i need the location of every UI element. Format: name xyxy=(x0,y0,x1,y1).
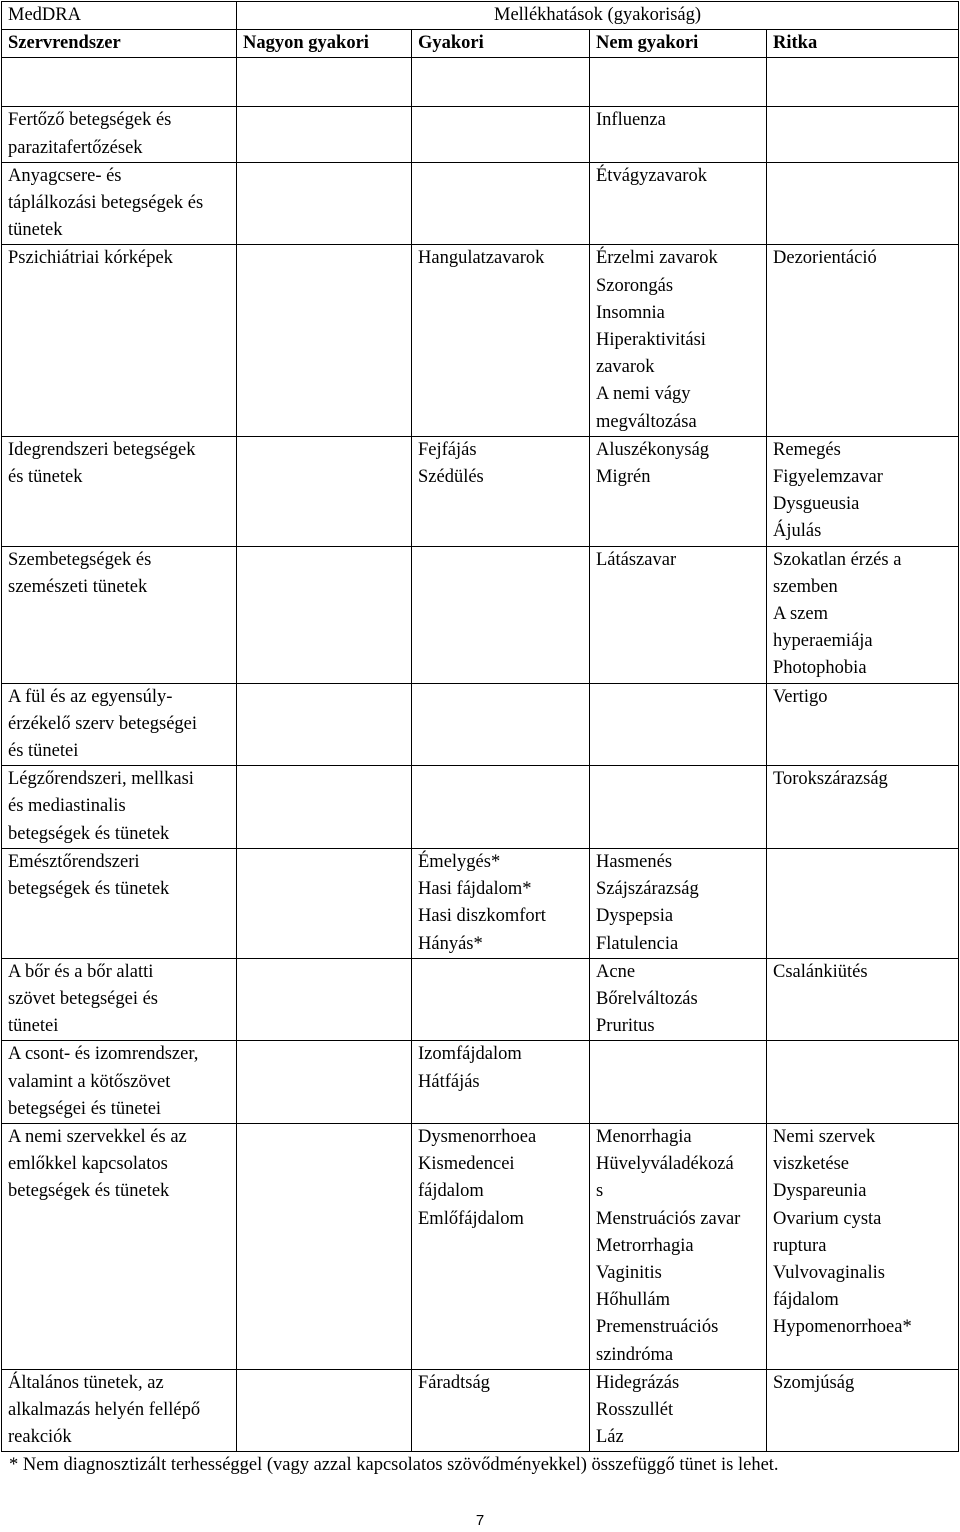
rare-cell: Nemi szervek viszketése Dyspareunia Ovarium cysta ruptura Vulvovaginalis fájdalom Hypomenorrhoea* xyxy=(767,1123,959,1369)
very-common-cell xyxy=(237,848,412,958)
rare-cell: Csalánkiütés xyxy=(767,958,959,1041)
very-common-cell xyxy=(237,107,412,162)
very-common-cell xyxy=(237,162,412,245)
column-header-rare: Ritka xyxy=(767,30,959,58)
adverse-reactions-table xyxy=(1,1,959,1452)
very-common-cell xyxy=(237,958,412,1041)
soc-cell: Szembetegségek és szemészeti tünetek xyxy=(2,546,237,683)
uncommon-cell xyxy=(590,766,767,849)
soc-cell: Általános tünetek, az alkalmazás helyén fellépő reakciók xyxy=(2,1369,237,1452)
column-header-uncommon: Nem gyakori xyxy=(590,30,767,58)
rare-cell: Dezorientáció xyxy=(767,245,959,436)
column-header-very-common: Nagyon gyakori xyxy=(237,30,412,58)
uncommon-cell: Étvágyzavarok xyxy=(590,162,767,245)
table-body xyxy=(2,107,959,1452)
uncommon-cell: Hasmenés Szájszárazság Dyspepsia Flatulencia xyxy=(590,848,767,958)
column-header-soc: Szervrendszer xyxy=(2,30,237,58)
table-row xyxy=(2,848,959,958)
common-cell: Émelygés* Hasi fájdalom* Hasi diszkomfort Hányás* xyxy=(412,848,590,958)
rare-cell: Remegés Figyelemzavar Dysgueusia Ájulás xyxy=(767,436,959,546)
spacer-cell xyxy=(2,58,237,107)
soc-cell: Anyagcsere- és táplálkozási betegségek és tünetek xyxy=(2,162,237,245)
spacer-cell xyxy=(412,58,590,107)
uncommon-cell: Acne Bőrelváltozás Pruritus xyxy=(590,958,767,1041)
rare-cell: Szokatlan érzés a szemben A szem hyperaemiája Photophobia xyxy=(767,546,959,683)
very-common-cell xyxy=(237,436,412,546)
header-row-1 xyxy=(2,2,959,30)
soc-cell: Pszichiátriai kórképek xyxy=(2,245,237,436)
uncommon-cell: Érzelmi zavarok Szorongás Insomnia Hiperaktivitási zavarok A nemi vágy megváltozása xyxy=(590,245,767,436)
rare-cell: Torokszárazság xyxy=(767,766,959,849)
soc-cell: A nemi szervekkel és az emlőkkel kapcsolatos betegségek és tünetek xyxy=(2,1123,237,1369)
uncommon-cell: Influenza xyxy=(590,107,767,162)
soc-cell: A fül és az egyensúly- érzékelő szerv betegségei és tünetei xyxy=(2,683,237,766)
table-row xyxy=(2,958,959,1041)
table-row xyxy=(2,107,959,162)
rare-cell: Vertigo xyxy=(767,683,959,766)
soc-cell: Fertőző betegségek és parazitafertőzések xyxy=(2,107,237,162)
uncommon-cell: Aluszékonyság Migrén xyxy=(590,436,767,546)
table-row xyxy=(2,683,959,766)
common-cell: Izomfájdalom Hátfájás xyxy=(412,1041,590,1124)
very-common-cell xyxy=(237,546,412,683)
very-common-cell xyxy=(237,1123,412,1369)
uncommon-cell: Menorrhagia Hüvelyváladékozá s Menstruációs zavar Metrorrhagia Vaginitis Hőhullám Premenstruációs szindróma xyxy=(590,1123,767,1369)
very-common-cell xyxy=(237,683,412,766)
spacer-cell xyxy=(590,58,767,107)
common-cell: Fejfájás Szédülés xyxy=(412,436,590,546)
rare-cell xyxy=(767,107,959,162)
common-cell xyxy=(412,958,590,1041)
soc-cell: Idegrendszeri betegségek és tünetek xyxy=(2,436,237,546)
table-row xyxy=(2,1041,959,1124)
spacer-cell xyxy=(767,58,959,107)
uncommon-cell: Látászavar xyxy=(590,546,767,683)
table-row xyxy=(2,1369,959,1452)
footnote: * Nem diagnosztizált terhességgel (vagy azzal kapcsolatos szövődményekkel) összefüggő tünet is lehet. xyxy=(9,1455,779,1475)
common-cell xyxy=(412,766,590,849)
common-cell xyxy=(412,107,590,162)
table-row xyxy=(2,546,959,683)
common-cell xyxy=(412,162,590,245)
spacer-row xyxy=(2,58,959,107)
rare-cell xyxy=(767,162,959,245)
uncommon-cell xyxy=(590,1041,767,1124)
spacer-cell xyxy=(237,58,412,107)
very-common-cell xyxy=(237,1041,412,1124)
rare-cell xyxy=(767,1041,959,1124)
soc-cell: Légzőrendszeri, mellkasi és mediastinalis betegségek és tünetek xyxy=(2,766,237,849)
very-common-cell xyxy=(237,245,412,436)
rare-cell xyxy=(767,848,959,958)
column-header-common: Gyakori xyxy=(412,30,590,58)
table-row xyxy=(2,436,959,546)
common-cell: Dysmenorrhoea Kismedencei fájdalom Emlőfájdalom xyxy=(412,1123,590,1369)
uncommon-cell: Hidegrázás Rosszullét Láz xyxy=(590,1369,767,1452)
common-cell xyxy=(412,683,590,766)
common-cell: Hangulatzavarok xyxy=(412,245,590,436)
table-row xyxy=(2,766,959,849)
soc-cell: A csont- és izomrendszer, valamint a kötőszövet betegségei és tünetei xyxy=(2,1041,237,1124)
table-row xyxy=(2,245,959,436)
common-cell: Fáradtság xyxy=(412,1369,590,1452)
table-row xyxy=(2,1123,959,1369)
uncommon-cell xyxy=(590,683,767,766)
frequency-group-header: Mellékhatások (gyakoriság) xyxy=(237,2,959,30)
page-number: 7 xyxy=(475,1512,485,1529)
common-cell xyxy=(412,546,590,683)
rare-cell: Szomjúság xyxy=(767,1369,959,1452)
table-row xyxy=(2,162,959,245)
very-common-cell xyxy=(237,1369,412,1452)
soc-cell: A bőr és a bőr alatti szövet betegségei és tünetei xyxy=(2,958,237,1041)
soc-cell: Emésztőrendszeri betegségek és tünetek xyxy=(2,848,237,958)
very-common-cell xyxy=(237,766,412,849)
header-row-2 xyxy=(2,30,959,58)
meddra-header: MedDRA xyxy=(2,2,237,30)
